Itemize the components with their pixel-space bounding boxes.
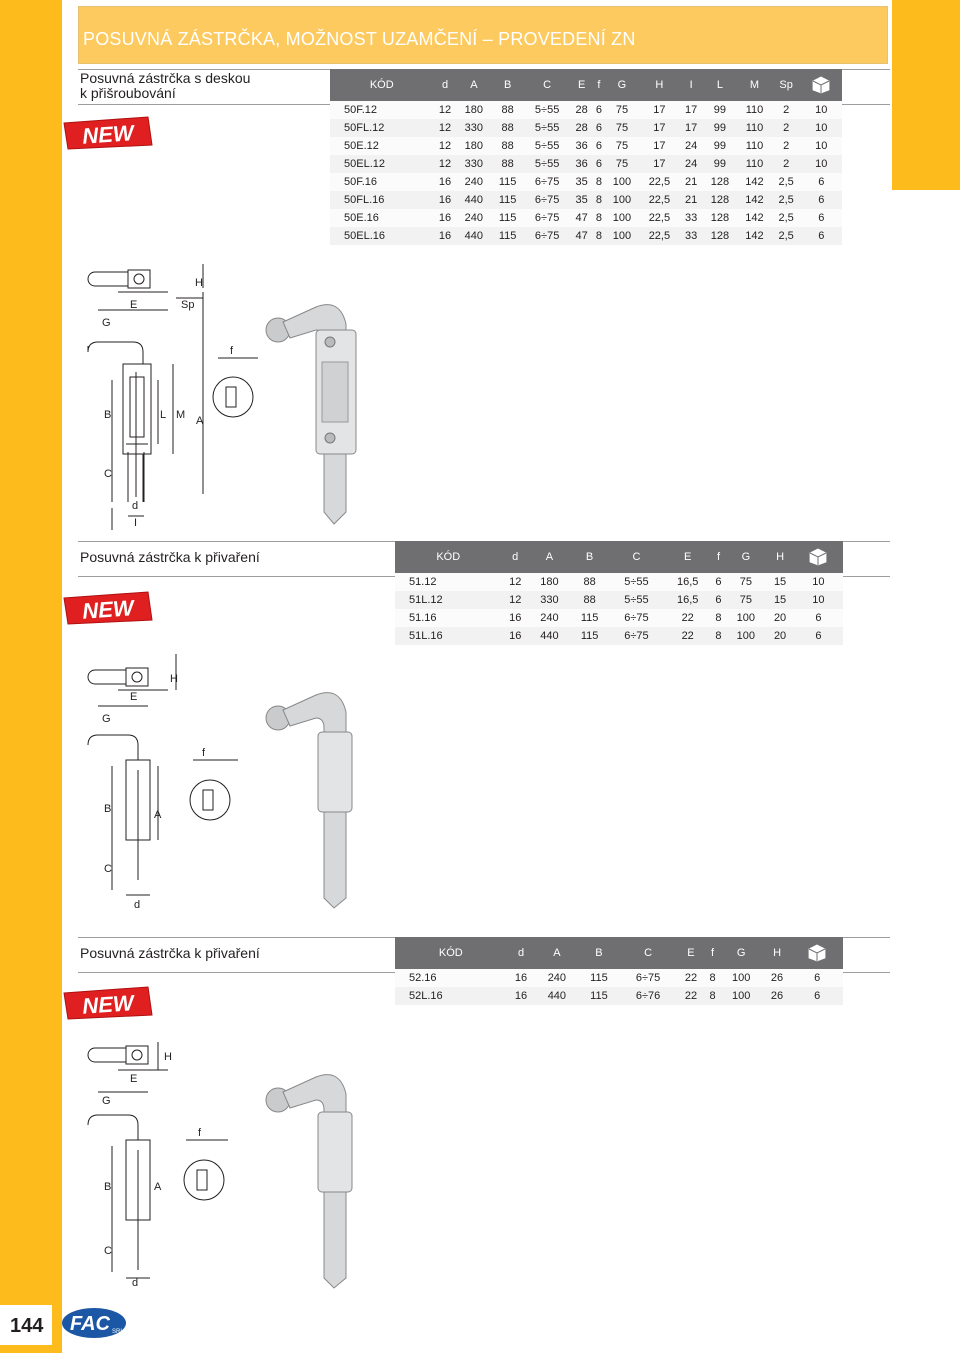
table-cell: 99 xyxy=(703,155,738,173)
column-header: E xyxy=(677,937,706,969)
dim-label-e: E xyxy=(130,691,138,703)
table-cell: 110 xyxy=(737,137,772,155)
table-row xyxy=(330,191,842,209)
table-cell: 12 xyxy=(434,119,457,137)
column-header: d xyxy=(502,541,529,573)
table-row xyxy=(395,627,843,645)
spec-table-52 xyxy=(395,937,843,1005)
table-cell: 100 xyxy=(720,987,763,1005)
section-title: Posuvná zástrčka s deskou k přišroubování xyxy=(80,70,251,101)
table-cell: 128 xyxy=(703,191,738,209)
table-cell: 110 xyxy=(737,155,772,173)
dim-label-l: L xyxy=(160,409,167,421)
table-cell: 8 xyxy=(712,609,726,627)
dim-label-g: G xyxy=(102,713,111,725)
table-cell: 142 xyxy=(737,209,772,227)
page-number: 144 xyxy=(10,1315,44,1337)
table-cell: 99 xyxy=(703,101,738,119)
table-row xyxy=(330,119,842,137)
table-cell: 8 xyxy=(593,191,605,209)
table-cell: 75 xyxy=(605,137,640,155)
table-cell: 24 xyxy=(680,137,703,155)
column-header: f xyxy=(712,541,726,573)
table-row xyxy=(330,173,842,191)
right-accent-bar xyxy=(892,0,960,190)
dim-label-f: f xyxy=(198,1127,202,1139)
column-header: KÓD xyxy=(330,69,434,101)
table-cell: 115 xyxy=(491,173,524,191)
table-cell: 8 xyxy=(593,173,605,191)
new-badge xyxy=(60,985,156,1021)
new-badge xyxy=(60,115,156,151)
spec-table-51 xyxy=(395,541,843,645)
table-cell: 20 xyxy=(766,627,793,645)
table-row xyxy=(330,227,842,245)
product-code-cell: 51.16 xyxy=(395,609,502,627)
dim-label-f: f xyxy=(230,345,234,357)
table-header-row xyxy=(395,937,843,969)
table-row xyxy=(330,101,842,119)
table-cell: 75 xyxy=(725,573,766,591)
table-cell: 88 xyxy=(491,137,524,155)
dim-label-h: H xyxy=(170,673,178,685)
table-cell: 115 xyxy=(570,627,609,645)
column-header: KÓD xyxy=(395,937,507,969)
table-cell: 33 xyxy=(680,209,703,227)
table-cell: 22,5 xyxy=(639,227,679,245)
table-cell: 6 xyxy=(801,227,842,245)
dim-label-a: A xyxy=(196,415,204,427)
table-cell: 440 xyxy=(457,227,492,245)
table-cell: 128 xyxy=(703,173,738,191)
table-cell: 47 xyxy=(570,227,593,245)
column-header: C xyxy=(609,541,664,573)
table-cell: 99 xyxy=(703,137,738,155)
table-cell: 6÷75 xyxy=(619,969,676,987)
table-cell: 22 xyxy=(664,627,712,645)
table-cell: 17 xyxy=(639,155,679,173)
table-cell: 6 xyxy=(791,969,843,987)
product-code-cell: 50FL.16 xyxy=(330,191,434,209)
column-header: A xyxy=(535,937,578,969)
column-header: E xyxy=(664,541,712,573)
dim-label-g: G xyxy=(102,1095,111,1107)
product-code-cell: 52L.16 xyxy=(395,987,507,1005)
table-cell: 6 xyxy=(794,627,843,645)
table-cell: 88 xyxy=(570,591,609,609)
table-cell: 21 xyxy=(680,173,703,191)
page-title-band xyxy=(78,6,888,64)
table-cell: 180 xyxy=(529,573,570,591)
new-badge xyxy=(60,590,156,626)
table-cell: 12 xyxy=(434,155,457,173)
table-cell: 6÷75 xyxy=(524,227,570,245)
product-code-cell: 50F.16 xyxy=(330,173,434,191)
dim-label-sp: Sp xyxy=(181,299,195,311)
table-cell: 26 xyxy=(763,969,792,987)
column-header: KÓD xyxy=(395,541,502,573)
table-cell: 2,5 xyxy=(772,173,801,191)
product-code-cell: 50E.12 xyxy=(330,137,434,155)
table-row xyxy=(330,155,842,173)
table-cell: 8 xyxy=(705,969,719,987)
table-cell: 10 xyxy=(801,101,842,119)
column-header: H xyxy=(766,541,793,573)
table-cell: 16 xyxy=(434,191,457,209)
table-cell: 240 xyxy=(457,209,492,227)
table-cell: 180 xyxy=(457,101,492,119)
dim-label-d: d xyxy=(134,899,141,911)
page-title: POSUVNÁ ZÁSTRČKA, MOŽNOST UZAMČENÍ – PROVEDENÍ ZN xyxy=(83,29,636,49)
table-cell: 128 xyxy=(703,209,738,227)
column-header: G xyxy=(720,937,763,969)
column-header: B xyxy=(491,69,524,101)
table-cell: 100 xyxy=(605,209,640,227)
table-cell: 100 xyxy=(725,609,766,627)
left-accent-bar xyxy=(0,0,62,1353)
table-header-row xyxy=(330,69,842,101)
table-cell: 16 xyxy=(507,987,536,1005)
table-cell: 22 xyxy=(664,609,712,627)
table-cell: 240 xyxy=(457,173,492,191)
table-cell: 142 xyxy=(737,191,772,209)
table-cell: 22,5 xyxy=(639,173,679,191)
dim-label-m: M xyxy=(176,409,186,421)
table-cell: 12 xyxy=(502,573,529,591)
bolt-render xyxy=(266,693,352,908)
table-cell: 12 xyxy=(434,137,457,155)
table-cell: 99 xyxy=(703,119,738,137)
table-cell: 17 xyxy=(639,119,679,137)
product-code-cell: 50EL.16 xyxy=(330,227,434,245)
table-cell: 330 xyxy=(529,591,570,609)
table-cell: 6 xyxy=(801,209,842,227)
page-number-box xyxy=(0,1305,52,1345)
table-row xyxy=(395,609,843,627)
table-cell: 10 xyxy=(801,119,842,137)
table-cell: 8 xyxy=(712,627,726,645)
table-row xyxy=(330,137,842,155)
table-cell: 8 xyxy=(593,209,605,227)
dim-label-g: G xyxy=(102,317,111,329)
table-cell: 5÷55 xyxy=(524,155,570,173)
technical-drawing-51 xyxy=(78,650,378,915)
table-row xyxy=(330,209,842,227)
table-cell: 16 xyxy=(434,173,457,191)
table-cell: 22 xyxy=(677,987,706,1005)
table-cell: 75 xyxy=(605,119,640,137)
table-cell: 75 xyxy=(605,155,640,173)
dim-label-h: H xyxy=(164,1051,172,1063)
table-cell: 6 xyxy=(801,191,842,209)
table-row xyxy=(395,987,843,1005)
dim-label-f: f xyxy=(202,747,206,759)
table-cell: 88 xyxy=(491,119,524,137)
table-cell: 142 xyxy=(737,173,772,191)
fac-logo xyxy=(60,1305,128,1341)
table-cell: 240 xyxy=(535,969,578,987)
table-cell: 22 xyxy=(677,969,706,987)
column-header: d xyxy=(507,937,536,969)
table-cell: 240 xyxy=(529,609,570,627)
table-cell: 75 xyxy=(605,101,640,119)
table-cell: 142 xyxy=(737,227,772,245)
table-cell: 6÷75 xyxy=(524,173,570,191)
table-row xyxy=(395,573,843,591)
bolt-render xyxy=(266,305,356,524)
table-cell: 88 xyxy=(570,573,609,591)
dim-label-b: B xyxy=(104,1181,112,1193)
table-cell: 5÷55 xyxy=(609,573,664,591)
table-cell: 47 xyxy=(570,209,593,227)
table-cell: 5÷55 xyxy=(524,119,570,137)
table-cell: 440 xyxy=(457,191,492,209)
product-code-cell: 51.12 xyxy=(395,573,502,591)
column-header: H xyxy=(763,937,792,969)
table-cell: 6÷75 xyxy=(524,191,570,209)
table-cell: 33 xyxy=(680,227,703,245)
table-cell: 22,5 xyxy=(639,191,679,209)
table-cell: 2 xyxy=(772,137,801,155)
table-cell: 16 xyxy=(502,609,529,627)
table-cell: 6 xyxy=(593,137,605,155)
table-cell: 115 xyxy=(570,609,609,627)
table-cell: 6 xyxy=(801,173,842,191)
table-cell: 6÷75 xyxy=(609,609,664,627)
table-cell: 330 xyxy=(457,119,492,137)
table-cell: 21 xyxy=(680,191,703,209)
table-cell: 115 xyxy=(578,987,619,1005)
column-header: G xyxy=(605,69,640,101)
table-cell: 10 xyxy=(794,573,843,591)
product-code-cell: 50FL.12 xyxy=(330,119,434,137)
table-cell: 128 xyxy=(703,227,738,245)
column-header: C xyxy=(619,937,676,969)
product-code-cell: 51L.12 xyxy=(395,591,502,609)
column-header: f xyxy=(593,69,605,101)
table-cell: 440 xyxy=(535,987,578,1005)
table-cell: 24 xyxy=(680,155,703,173)
table-cell: 16 xyxy=(434,209,457,227)
new-badge-label: NEW xyxy=(81,120,135,149)
table-row xyxy=(395,591,843,609)
table-cell: 2,5 xyxy=(772,209,801,227)
table-cell: 6 xyxy=(593,155,605,173)
table-cell: 115 xyxy=(491,209,524,227)
table-cell: 2,5 xyxy=(772,191,801,209)
product-code-cell: 51L.16 xyxy=(395,627,502,645)
table-cell: 100 xyxy=(720,969,763,987)
new-badge-label: NEW xyxy=(81,990,135,1019)
table-cell: 110 xyxy=(737,101,772,119)
table-cell: 2 xyxy=(772,119,801,137)
table-cell: 180 xyxy=(457,137,492,155)
column-header: f xyxy=(705,937,719,969)
table-cell: 6÷75 xyxy=(609,627,664,645)
table-cell: 16,5 xyxy=(664,573,712,591)
table-cell: 6 xyxy=(791,987,843,1005)
dim-label-a: A xyxy=(154,809,162,821)
table-cell: 16 xyxy=(434,227,457,245)
table-cell: 440 xyxy=(529,627,570,645)
table-cell: 115 xyxy=(578,969,619,987)
table-cell: 26 xyxy=(763,987,792,1005)
spec-table-50 xyxy=(330,69,842,245)
table-cell: 12 xyxy=(502,591,529,609)
table-cell: 8 xyxy=(593,227,605,245)
table-cell: 2,5 xyxy=(772,227,801,245)
table-cell: 28 xyxy=(570,101,593,119)
box-icon xyxy=(801,69,842,101)
table-cell: 10 xyxy=(801,137,842,155)
table-cell: 6÷76 xyxy=(619,987,676,1005)
table-cell: 115 xyxy=(491,191,524,209)
product-code-cell: 52.16 xyxy=(395,969,507,987)
table-cell: 8 xyxy=(705,987,719,1005)
table-header-row xyxy=(395,541,843,573)
table-cell: 5÷55 xyxy=(524,137,570,155)
table-cell: 35 xyxy=(570,173,593,191)
column-header: M xyxy=(737,69,772,101)
table-cell: 28 xyxy=(570,119,593,137)
dim-label-i: I xyxy=(134,517,138,529)
column-header: G xyxy=(725,541,766,573)
table-cell: 17 xyxy=(639,101,679,119)
table-cell: 16,5 xyxy=(664,591,712,609)
table-cell: 5÷55 xyxy=(609,591,664,609)
table-cell: 88 xyxy=(491,101,524,119)
table-cell: 6 xyxy=(712,591,726,609)
section-title: Posuvná zástrčka k přivaření xyxy=(80,945,260,961)
dim-label-c: C xyxy=(104,863,112,875)
technical-drawing-50 xyxy=(78,262,368,532)
table-cell: 2 xyxy=(772,101,801,119)
table-cell: 20 xyxy=(766,609,793,627)
bolt-render xyxy=(266,1075,352,1288)
dim-label-e: E xyxy=(130,299,138,311)
svg-text:SRL: SRL xyxy=(112,1329,124,1335)
table-cell: 16 xyxy=(507,969,536,987)
column-header: E xyxy=(570,69,593,101)
dim-label-e: E xyxy=(130,1073,138,1085)
table-cell: 115 xyxy=(491,227,524,245)
table-cell: 6 xyxy=(712,573,726,591)
table-cell: 16 xyxy=(502,627,529,645)
dim-label-c: C xyxy=(104,468,112,480)
dim-label-h: H xyxy=(195,277,203,289)
column-header: d xyxy=(434,69,457,101)
box-icon xyxy=(794,541,843,573)
column-header: Sp xyxy=(772,69,801,101)
column-header: L xyxy=(703,69,738,101)
table-cell: 100 xyxy=(605,191,640,209)
column-header: C xyxy=(524,69,570,101)
dim-label-a: A xyxy=(154,1181,162,1193)
table-cell: 12 xyxy=(434,101,457,119)
table-cell: 10 xyxy=(794,591,843,609)
table-cell: 5÷55 xyxy=(524,101,570,119)
product-code-cell: 50E.16 xyxy=(330,209,434,227)
column-header: A xyxy=(457,69,492,101)
dim-label-d: d xyxy=(132,1277,139,1289)
dim-label-b: B xyxy=(104,803,112,815)
technical-drawing-52 xyxy=(78,1040,378,1290)
table-cell: 100 xyxy=(725,627,766,645)
column-header: B xyxy=(578,937,619,969)
table-row xyxy=(395,969,843,987)
table-cell: 6 xyxy=(593,101,605,119)
table-cell: 15 xyxy=(766,591,793,609)
dim-label-c: C xyxy=(104,1245,112,1257)
table-cell: 35 xyxy=(570,191,593,209)
product-code-cell: 50F.12 xyxy=(330,101,434,119)
table-cell: 17 xyxy=(639,137,679,155)
table-cell: 6 xyxy=(593,119,605,137)
table-cell: 330 xyxy=(457,155,492,173)
svg-text:FAC: FAC xyxy=(70,1313,110,1335)
column-header: B xyxy=(570,541,609,573)
table-cell: 15 xyxy=(766,573,793,591)
table-cell: 6÷75 xyxy=(524,209,570,227)
table-cell: 17 xyxy=(680,119,703,137)
table-cell: 10 xyxy=(801,155,842,173)
table-cell: 6 xyxy=(794,609,843,627)
table-cell: 17 xyxy=(680,101,703,119)
column-header: H xyxy=(639,69,679,101)
product-code-cell: 50EL.12 xyxy=(330,155,434,173)
section-title: Posuvná zástrčka k přivaření xyxy=(80,549,260,565)
table-cell: 88 xyxy=(491,155,524,173)
table-cell: 100 xyxy=(605,173,640,191)
column-header: I xyxy=(680,69,703,101)
table-cell: 75 xyxy=(725,591,766,609)
new-badge-label: NEW xyxy=(81,595,135,624)
column-header: A xyxy=(529,541,570,573)
table-cell: 22,5 xyxy=(639,209,679,227)
table-cell: 100 xyxy=(605,227,640,245)
table-cell: 110 xyxy=(737,119,772,137)
dim-label-d: d xyxy=(132,500,139,512)
box-icon xyxy=(791,937,843,969)
table-cell: 36 xyxy=(570,137,593,155)
table-cell: 36 xyxy=(570,155,593,173)
table-cell: 2 xyxy=(772,155,801,173)
dim-label-b: B xyxy=(104,409,112,421)
